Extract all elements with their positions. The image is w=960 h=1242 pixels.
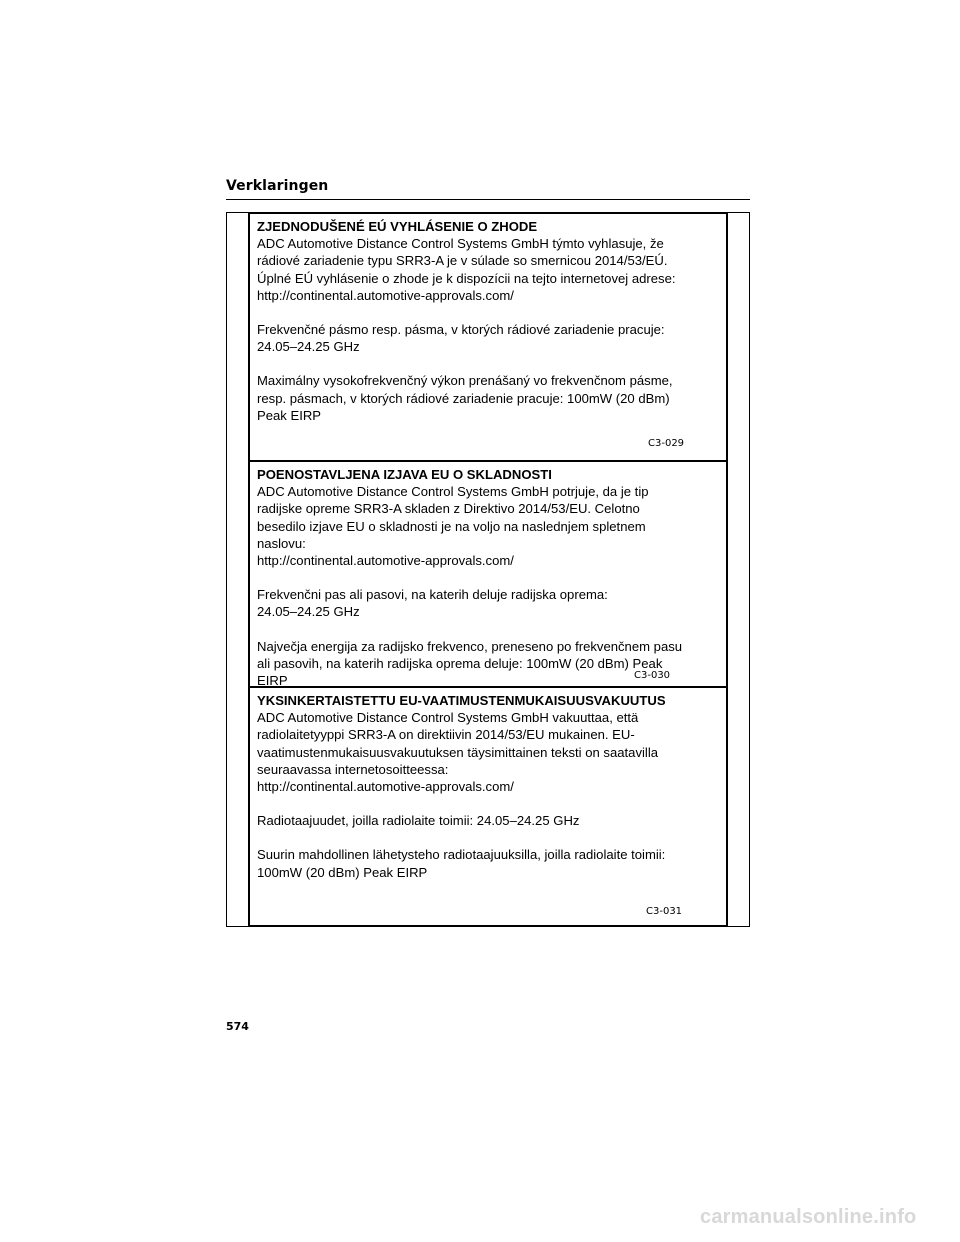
declaration-line: Frekvenčné pásmo resp. pásma, v ktorých rádiové zariadenie pracuje: <box>257 322 665 338</box>
declaration-line: Radiotaajuudet, joilla radiolaite toimii: 24.05–24.25 GHz <box>257 813 580 829</box>
declaration-line: ali pasovih, na katerih radijska oprema deluje: 100mW (20 dBm) Peak <box>257 655 663 671</box>
declaration-line: ADC Automotive Distance Control Systems GmbH vakuuttaa, että <box>257 710 639 726</box>
declaration-line: naslovu: <box>257 535 306 551</box>
declaration-line: Suurin mahdollinen lähetysteho radiotaajuuksilla, joilla radiolaite toimii: <box>257 847 666 863</box>
declaration-box-finnish <box>250 688 726 925</box>
declaration-line: ADC Automotive Distance Control Systems GmbH týmto vyhlasuje, že <box>257 236 664 252</box>
declaration-line: resp. pásmach, v ktorých rádiové zariadenie pracuje: 100mW (20 dBm) <box>257 390 670 406</box>
declaration-line: 100mW (20 dBm) Peak EIRP <box>257 864 428 880</box>
declaration-line: Peak EIRP <box>257 407 322 423</box>
declaration-box-slovenian <box>250 462 726 689</box>
declaration-line: seuraavassa internetosoitteessa: <box>257 761 449 777</box>
declaration-line: besedilo izjave EU o skladnosti je na voljo na naslednjem spletnem <box>257 518 646 534</box>
declaration-line: 24.05–24.25 GHz <box>257 339 360 355</box>
declaration-line: radiolaitetyyppi SRR3-A on direktiivin 2014/53/EU mukainen. EU- <box>257 727 635 743</box>
declaration-heading: YKSINKERTAISTETTU EU-VAATIMUSTENMUKAISUUSVAKUUTUS <box>257 693 666 708</box>
declaration-line: rádiové zariadenie typu SRR3-A je v súlade so smernicou 2014/53/EÚ. <box>257 253 668 269</box>
declaration-code: C3-029 <box>648 438 685 449</box>
declaration-line: Maximálny vysokofrekvenčný výkon prenášaný vo frekvenčnom pásme, <box>257 373 673 389</box>
declaration-code: C3-031 <box>646 906 683 917</box>
watermark: carmanualsonline.info <box>700 1206 917 1228</box>
declaration-line: 24.05–24.25 GHz <box>257 604 360 620</box>
page-number: 574 <box>226 1020 249 1033</box>
declaration-url: http://continental.automotive-approvals.com/ <box>257 779 514 795</box>
declaration-code: C3-030 <box>634 670 671 681</box>
declaration-url: http://continental.automotive-approvals.com/ <box>257 287 514 303</box>
declaration-line: Največja energija za radijsko frekvenco, preneseno po frekvenčnem pasu <box>257 638 683 654</box>
declaration-line: EIRP <box>257 673 288 689</box>
declaration-line: Frekvenčni pas ali pasovi, na katerih deluje radijska oprema: <box>257 587 608 603</box>
declaration-url: http://continental.automotive-approvals.com/ <box>257 553 514 569</box>
declaration-box-slovak <box>250 214 726 460</box>
declaration-heading: ZJEDNODUŠENÉ EÚ VYHLÁSENIE O ZHODE <box>257 219 538 234</box>
declaration-heading: POENOSTAVLJENA IZJAVA EU O SKLADNOSTI <box>257 467 552 482</box>
section-title-rule <box>226 199 750 200</box>
declaration-line: radijske opreme SRR3-A skladen z Direktivo 2014/53/EU. Celotno <box>257 501 640 517</box>
declaration-line: vaatimustenmukaisuusvakuutuksen täysimittainen teksti on saatavilla <box>257 744 659 760</box>
section-title: Verklaringen <box>226 178 329 194</box>
declaration-line: ADC Automotive Distance Control Systems GmbH potrjuje, da je tip <box>257 484 649 500</box>
declaration-line: Úplné EÚ vyhlásenie o zhode je k dispozícii na tejto internetovej adrese: <box>257 270 676 286</box>
